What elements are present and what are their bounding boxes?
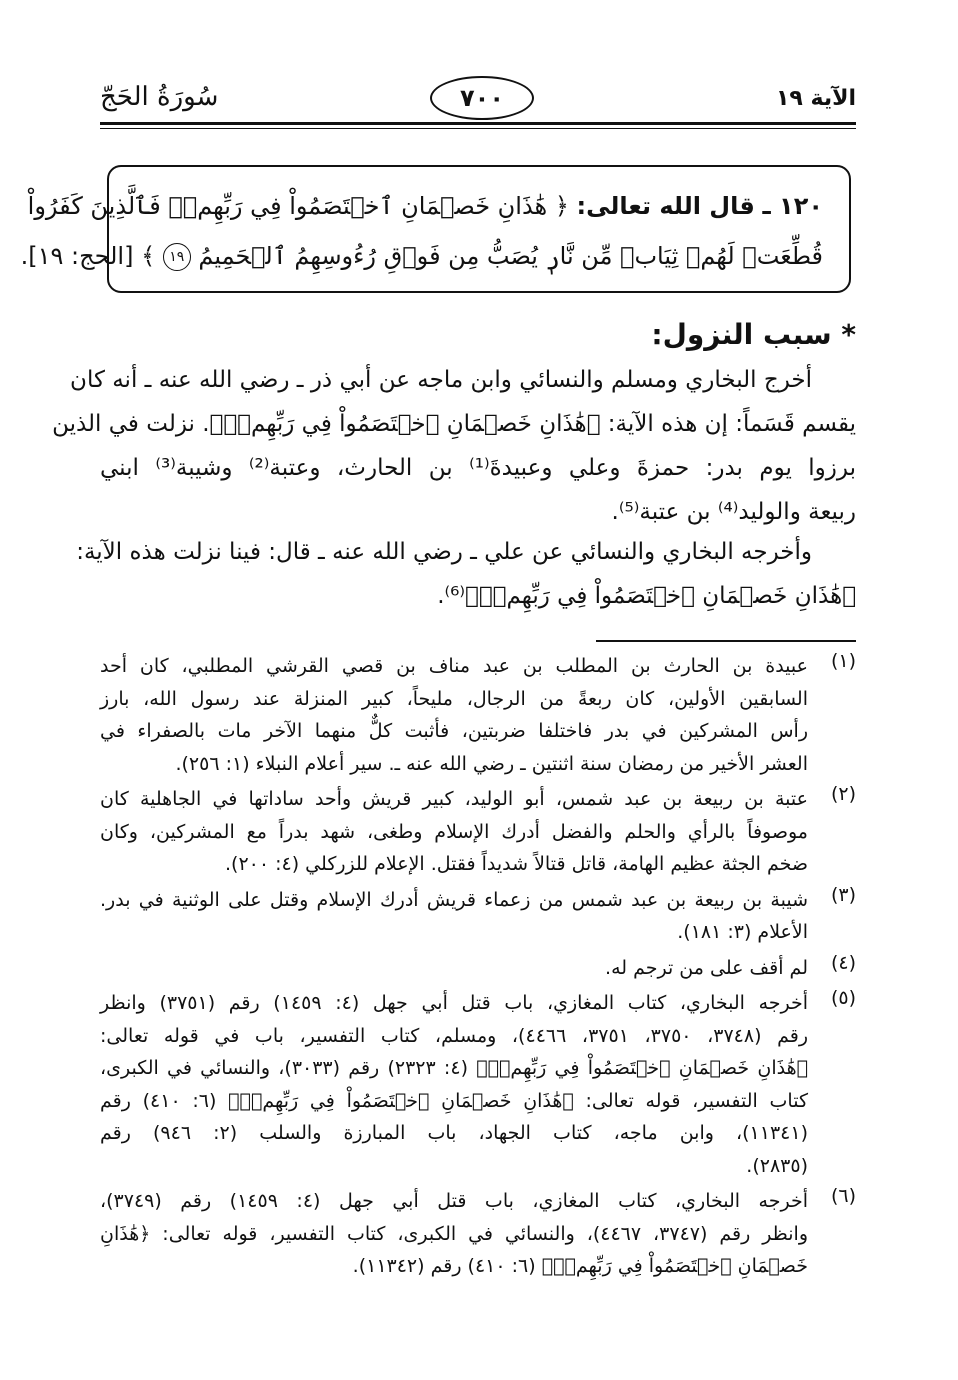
footnote-line: ﴿هَٰذَانِ خَصۡمَانِ ٱخۡتَصَمُواْ فِي رَبِّهِمۡۖ﴾ (٤: ٢٣٢٣) رقم (٣٠٣٣)، والنسائي في الكبرى، (100, 1057, 808, 1079)
verse-line-1 (27, 181, 823, 231)
section-title: * سبب النزول: (651, 318, 856, 351)
page-header (100, 72, 856, 128)
footnote-number: (٤) (830, 951, 856, 974)
footnote-line: السابقين الأولين، كان ربعةً من الرجال، مليحاً، كبير المنزلة عند رسول الله، بارز (100, 687, 808, 710)
footnote-line: عتبة بن ربيعة بن عبد شمس، أبو الوليد، كبير قريش وأحد ساداتها في الجاهلية كان (100, 788, 808, 810)
header-rule-thin (100, 128, 856, 129)
footnote-line: ضخم الجثة عظيم الهامة، قاتل قتالاً شديداً فقتل. الإعلام للزركلي (٤: ٢٠٠). (224, 853, 808, 875)
footnote-2 (100, 783, 856, 881)
footnote-line: أخرجه البخاري، كتاب المغازي، باب قتل أبي جهل (٤: ١٤٥٩) رقم (٣٧٥١) وانظر (100, 992, 809, 1014)
verse-intro: قال الله تعالى: (576, 192, 755, 220)
footnote-line: العشر الأخير من رمضان سنة اثنتين ـ رضي الله عنه ـ. سير أعلام النبلاء (١: ٢٥٦). (175, 752, 808, 775)
footnote-5 (100, 987, 856, 1182)
footnote-line: رأس المشركين في بدر فاختلفا ضربتين، فأثبت كلٌّ منهما الآخر مات بالصفراء في (100, 720, 808, 742)
paragraph-line: وأخرجه البخاري والنسائي عن علي ـ رضي الله عنه ـ قال: فينا نزلت هذه الآية: (76, 539, 812, 565)
footnote-divider (596, 640, 856, 642)
ayah-end-mark: ١٩ (163, 243, 191, 271)
footnote-line: (٢٨٣٥). (746, 1154, 808, 1177)
verse-box (20, 165, 851, 293)
page-number: ٧٠٠ (430, 76, 534, 120)
footnote-number: (٥) (830, 987, 856, 1009)
verse-text-1: ﴿ هَٰذَانِ خَصۡمَانِ ٱخۡتَصَمُواْ فِي رَبِّهِمۡۖ فَٱلَّذِينَ كَفَرُواْ (27, 192, 569, 220)
footnote-line: خَصۡمَانِ ٱخۡتَصَمُواْ فِي رَبِّهِمۡۖ﴾ (٦: ٤١٠) رقم (١١٣٤٢). (352, 1255, 808, 1277)
paragraph-line: ربيعة والوليد⁽⁴⁾ بن عتبة⁽⁵⁾. (611, 499, 856, 525)
footnote-number: (٦) (830, 1185, 856, 1207)
footnote-line: كتاب التفسير، قوله تعالى: ﴿هَٰذَانِ خَصۡمَانِ ٱخۡتَصَمُواْ فِي رَبِّهِمۡۖ﴾ (٦: ٤١٠) رقم (100, 1089, 808, 1112)
ayah-label: الآية ١٩ (775, 86, 856, 111)
paragraph-1 (52, 358, 856, 534)
footnote-3 (100, 884, 856, 949)
paragraph-line: ﴿هَٰذَانِ خَصۡمَانِ ٱخۡتَصَمُواْ فِي رَبِّهِمۡۖ﴾⁽⁶⁾. (437, 583, 856, 609)
footnote-number: (٢) (830, 783, 856, 805)
header-rule-thick (100, 122, 856, 125)
surah-name: سُورَةُ الحَجّ (100, 82, 219, 112)
footnote-1 (100, 650, 856, 780)
footnotes (100, 650, 856, 1286)
paragraph-2 (76, 530, 856, 618)
footnote-line: الأعلام (٣: ١٨١). (677, 921, 808, 943)
footnote-line: أخرجه البخاري، كتاب المغازي، باب قتل أبي جهل (٤: ١٤٥٩) رقم (٣٧٤٩)، (100, 1190, 808, 1212)
footnote-number: (٣) (830, 883, 856, 906)
footnote-line: وانظر رقم (٣٧٤٧، ٤٤٦٧)، والنسائي في الكبرى، كتاب التفسير، قوله تعالى: ﴿هَٰذَانِ (100, 1222, 809, 1245)
footnote-line: رقم (٣٧٤٨، ٣٧٥٠، ٣٧٥١، ٤٤٦٦)، ومسلم، كتاب التفسير، باب في قوله تعالى: (100, 1024, 809, 1047)
footnote-line: لم أقف على من ترجم له. (605, 956, 808, 979)
footnote-line: (١١٣٤١)، وابن ماجه، كتاب الجهاد، باب المبارزة والسلب (٢: ٩٤٦) رقم (100, 1122, 808, 1144)
footnote-6 (100, 1185, 856, 1283)
footnote-4 (100, 952, 856, 985)
footnote-line: عبيدة بن الحارث بن المطلب بن عبد مناف بن قصي القرشي المطلبي، كان أحد (100, 655, 808, 677)
verse-number: ١٢٠ ـ (762, 192, 823, 220)
footnote-line: شيبة بن ربيعة بن عبد شمس من زعماء قريش أدرك الإسلام وقتل على الوثنية في بدر. (100, 888, 808, 911)
paragraph-line: أخرج البخاري ومسلم والنسائي وابن ماجه عن أبي ذر ـ رضي الله عنه ـ أنه كان (70, 367, 812, 393)
footnote-number: (١) (830, 650, 856, 672)
paragraph-line: يقسم قَسَماً: إن هذه الآية: ﴿هَٰذَانِ خَصۡمَانِ ٱخۡتَصَمُواْ فِي رَبِّهِمۡۖ﴾. نزلت في الذين (52, 411, 856, 437)
verse-reference: ﴾ [الحج: ١٩]. (20, 242, 156, 270)
verse-line-2 (20, 231, 823, 281)
footnote-line: موصوفاً بالرأي والحلم والفضل أدرك الإسلام وطغى، شهد بدراً مع المشركين، وكان (100, 820, 808, 843)
paragraph-line: برزوا يوم بدر: حمزةَ وعلي وعبيدةَ⁽¹⁾ بن الحارث، وعتبة⁽²⁾ وشيبة⁽³⁾ ابني (100, 455, 856, 481)
verse-text-2: قُطِّعَتۡ لَهُمۡ ثِيَابٞ مِّن نَّارٖ يُصَبُّ مِن فَوۡقِ رُءُوسِهِمُ ٱلۡحَمِيمُ (198, 242, 823, 270)
